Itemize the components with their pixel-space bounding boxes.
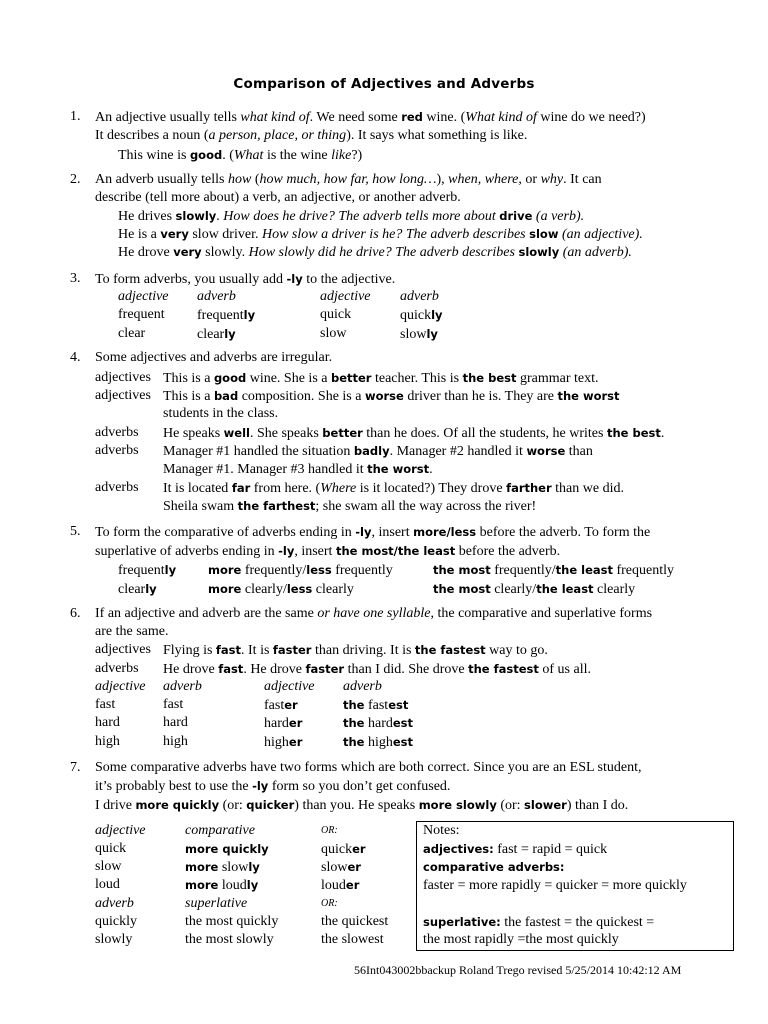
table-cell: hard [95,715,120,730]
line: He drives slowly. How does he drive? The adverb tells more about drive (a verb). [118,209,585,224]
line: Flying is fast. It is faster than driving. It is the fastest way to go. [163,643,548,658]
table-cell: more clearly/less clearly [208,582,354,597]
line: It is located far from here. (Where is it located?) They drove farther than we did. [163,481,624,496]
table-cell: loud [95,877,120,892]
footer: 56Int043002bbackup Roland Trego revised 5/25/2014 10:42:12 AM [354,963,682,977]
line: An adjective usually tells what kind of. We need some red wine. (What kind of wine do we need?) [95,110,646,125]
table-cell: quicker [321,842,366,857]
table-cell: quick [320,307,352,322]
row-label: adjectives [95,370,151,385]
table-cell: higher [264,735,303,750]
table-cell: high [163,734,188,749]
notes-line: comparative adverbs: [423,860,565,874]
col-header: adjective [118,289,169,304]
line: To form adverbs, you usually add -ly to the adjective. [95,272,396,287]
col-header: adverb [343,679,382,694]
col-header: OR: [321,898,338,909]
table-cell: slower [321,860,361,875]
table-cell: slowly [400,327,438,342]
table-cell: frequently [197,308,256,323]
item-number: 3. [70,271,81,286]
line: This wine is good. (What is the wine like?) [118,148,363,163]
item-number: 2. [70,172,81,187]
table-cell: hard [163,715,188,730]
item-number: 5. [70,524,81,539]
row-label: adverbs [95,661,139,676]
line: Some comparative adverbs have two forms which are both correct. Since you are an ESL student, [95,760,642,775]
row-label: adverbs [95,443,139,458]
col-header: adjective [264,679,315,694]
item-number: 6. [70,606,81,621]
table-cell: frequent [118,307,165,322]
table-cell: fast [95,697,116,712]
table-cell: slow [320,326,347,341]
table-cell: clearly [197,327,236,342]
col-header: adverb [400,289,439,304]
line: This is a good wine. She is a better teacher. This is the best grammar text. [163,371,599,386]
line: Some adjectives and adverbs are irregular. [95,350,333,365]
col-header: comparative [185,823,255,838]
table-cell: faster [264,698,298,713]
line: An adverb usually tells how (how much, how far, how long…), when, where, or why. It can [95,172,602,187]
line: He drove fast. He drove faster than I did. She drove the fastest of us all. [163,662,591,677]
notes-title: Notes: [423,823,460,838]
notes-line: faster = more rapidly = quicker = more quickly [423,878,687,893]
table-cell: clearly [118,582,157,597]
line: Sheila swam the farthest; she swam all the way across the river! [163,499,537,514]
line: students in the class. [163,406,279,421]
col-header: adjective [320,289,371,304]
table-cell: the slowest [321,932,384,947]
col-header: OR: [321,825,338,836]
notes-line: superlative: the fastest = the quickest = [423,915,655,930]
row-label: adjectives [95,388,151,403]
line: describe (tell more about) a verb, an adjective, or another adverb. [95,190,461,205]
line: are the same. [95,624,169,639]
table-cell: quickly [400,308,443,323]
table-cell: the most quickly [185,914,279,929]
item-number: 7. [70,760,81,775]
table-cell: harder [264,716,303,731]
table-cell: the most frequently/the least frequently [433,563,675,578]
row-label: adverbs [95,425,139,440]
table-cell: slowly [95,932,133,947]
page-title: Comparison of Adjectives and Adverbs [233,76,535,92]
table-cell: the most slowly [185,932,274,947]
notes-line: adjectives: fast = rapid = quick [423,842,608,857]
item-number: 4. [70,350,81,365]
line: Manager #1 handled the situation badly. Manager #2 handled it worse than [163,444,593,459]
col-header: adverb [197,289,236,304]
line: This is a bad composition. She is a worse driver than he is. They are the worst [163,389,620,404]
line: Manager #1. Manager #3 handled it the worst. [163,462,433,477]
line: it’s probably best to use the -ly form so you don’t get confused. [95,779,451,794]
row-label: adjectives [95,642,151,657]
line: If an adjective and adverb are the same or have one syllable, the comparative and superlative forms [95,606,653,621]
table-cell: frequently [118,563,177,578]
col-header: adverb [163,679,202,694]
col-header: adjective [95,679,146,694]
table-cell: more loudly [185,878,259,893]
table-cell: high [95,734,120,749]
table-cell: slow [95,859,122,874]
table-cell: more frequently/less frequently [208,563,393,578]
item-number: 1. [70,109,81,124]
col-header: superlative [185,896,248,911]
table-cell: more slowly [185,860,260,875]
notes-line: the most rapidly =the most quickly [423,932,619,947]
table-cell: quickly [95,914,137,929]
table-cell: louder [321,878,360,893]
col-header: adjective [95,823,146,838]
table-cell: the fastest [343,698,409,713]
line: superlative of adverbs ending in -ly, insert the most/the least before the adverb. [95,544,561,559]
line: It describes a noun (a person, place, or thing). It says what something is like. [95,128,528,143]
table-cell: the quickest [321,914,389,929]
line: He drove very slowly. How slowly did he drive? The adverb describes slowly (an adverb). [118,245,632,260]
line: He is a very slow driver. How slow a driver is he? The adverb describes slow (an adjective). [118,227,643,242]
line: He speaks well. She speaks better than he does. Of all the students, he writes the best. [163,426,665,441]
row-label: adverbs [95,480,139,495]
table-cell: more quickly [185,842,269,856]
table-cell: quick [95,841,127,856]
table-cell: the most clearly/the least clearly [433,582,636,597]
table-cell: clear [118,326,146,341]
table-cell: the highest [343,735,414,750]
line: To form the comparative of adverbs ending in -ly, insert more/less before the adverb. To form the [95,525,651,540]
table-cell: the hardest [343,716,414,731]
line: I drive more quickly (or: quicker) than you. He speaks more slowly (or: slower) than I do. [95,798,629,813]
col-header: adverb [95,896,134,911]
table-cell: fast [163,697,184,712]
